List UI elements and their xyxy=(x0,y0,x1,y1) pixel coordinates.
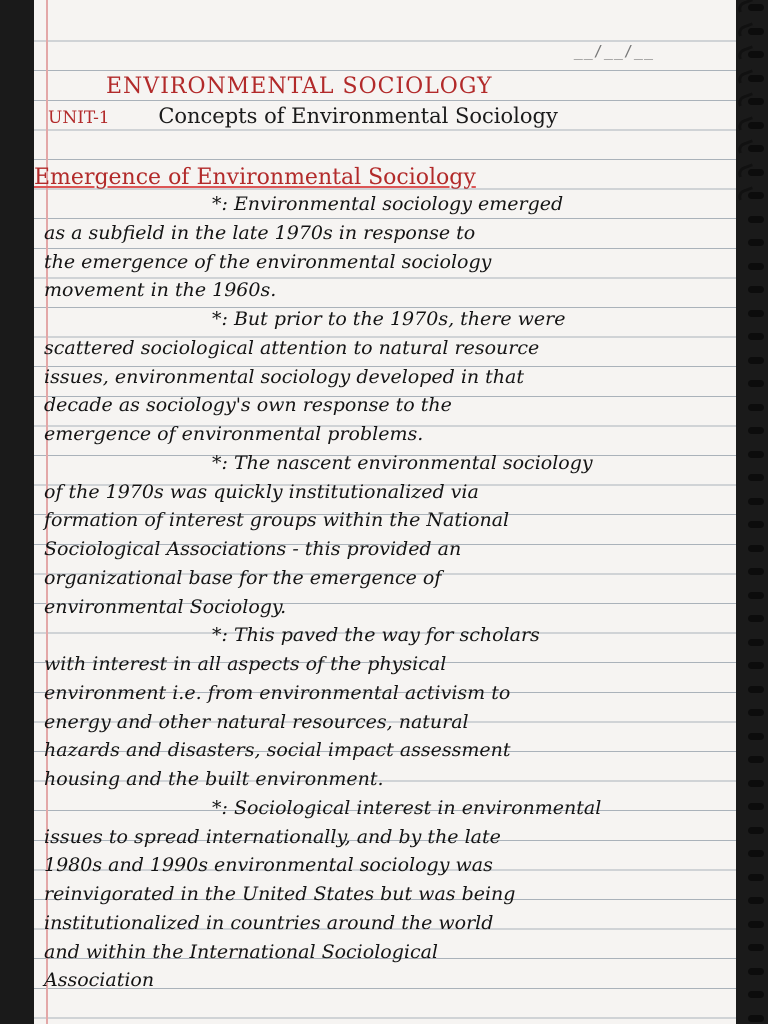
binding-ring xyxy=(748,733,764,740)
text-line: with interest in all aspects of the physical xyxy=(44,653,447,675)
text-line: of the 1970s was quickly institutionalized via xyxy=(44,480,479,503)
text-line: *: Sociological interest in environmental xyxy=(212,796,602,819)
binding-ring xyxy=(748,333,764,340)
binding-ring xyxy=(748,263,764,270)
binding-ring xyxy=(748,286,764,293)
binding-ring xyxy=(748,521,764,528)
binding-ring xyxy=(748,357,764,364)
binding-ring xyxy=(748,380,764,387)
notes-body xyxy=(44,190,734,995)
text-line: *: This paved the way for scholars xyxy=(212,624,540,647)
binding-ring xyxy=(748,827,764,834)
binding-ring xyxy=(748,991,764,998)
text-line: environmental Sociology. xyxy=(44,595,287,618)
binding-ring xyxy=(748,756,764,763)
binding-ring xyxy=(748,968,764,975)
binding-ring xyxy=(748,474,764,481)
binding-ring xyxy=(748,216,764,223)
text-line: issues, environmental sociology developed in that xyxy=(44,365,525,388)
text-line: and within the International Sociological xyxy=(44,940,438,963)
binding-ring xyxy=(748,803,764,810)
notebook-page xyxy=(34,0,736,1024)
unit-row xyxy=(48,104,728,128)
text-line: environment i.e. from environmental activism to xyxy=(44,681,511,704)
binding-ring xyxy=(748,615,764,622)
text-line: *: But prior to the 1970s, there were xyxy=(212,308,566,330)
text-line: organizational base for the emergence of xyxy=(44,566,442,589)
text-line: *: Environmental sociology emerged xyxy=(212,193,564,215)
text-line: emergence of environmental problems. xyxy=(44,423,424,445)
text-line: institutionalized in countries around the world xyxy=(44,911,494,934)
binding-ring xyxy=(748,592,764,599)
text-line: as a subfield in the late 1970s in response to xyxy=(44,221,476,244)
binding-ring xyxy=(748,545,764,552)
text-line: movement in the 1960s. xyxy=(44,279,277,302)
text-line: energy and other natural resources, natural xyxy=(44,710,469,733)
binding-ring xyxy=(748,780,764,787)
text-line: the emergence of the environmental sociology xyxy=(44,250,492,273)
unit-title: Concepts of Environmental Sociology xyxy=(158,104,558,128)
binding-ring xyxy=(748,404,764,411)
text-line: housing and the built environment. xyxy=(44,768,384,790)
binding-ring xyxy=(748,850,764,857)
binding-ring xyxy=(748,451,764,458)
text-line: decade as sociology's own response to the xyxy=(44,394,452,417)
binding-ring xyxy=(748,568,764,575)
binding-ring xyxy=(748,686,764,693)
text-line: scattered sociological attention to natural resource xyxy=(44,336,540,359)
binding-ring xyxy=(748,709,764,716)
binding-ring xyxy=(748,662,764,669)
binding-ring xyxy=(748,921,764,928)
text-line: Association xyxy=(44,969,155,992)
binding-ring xyxy=(748,944,764,951)
binding-ring xyxy=(748,639,764,646)
text-line: *: The nascent environmental sociology xyxy=(212,451,593,474)
text-line: hazards and disasters, social impact assessment xyxy=(44,739,511,762)
binding-ring xyxy=(748,874,764,881)
binding-ring xyxy=(748,310,764,317)
binding-ring xyxy=(748,427,764,434)
unit-label: UNIT-1 xyxy=(48,108,110,128)
page-heading: ENVIRONMENTAL SOCIOLOGY xyxy=(106,74,493,99)
text-line: formation of interest groups within the National xyxy=(44,509,510,532)
binding-ring xyxy=(748,1015,764,1022)
text-line: issues to spread internationally, and by the late xyxy=(44,825,501,848)
binding-ring xyxy=(748,239,764,246)
binding-ring xyxy=(748,498,764,505)
date-field: __/__/__ xyxy=(573,42,654,60)
text-line: reinvigorated in the United States but was being xyxy=(44,883,516,905)
section-title: Emergence of Environmental Sociology xyxy=(34,165,476,190)
text-line: Sociological Associations - this provided an xyxy=(44,538,462,560)
binding-ring xyxy=(748,897,764,904)
text-line: 1980s and 1990s environmental sociology was xyxy=(44,854,493,877)
